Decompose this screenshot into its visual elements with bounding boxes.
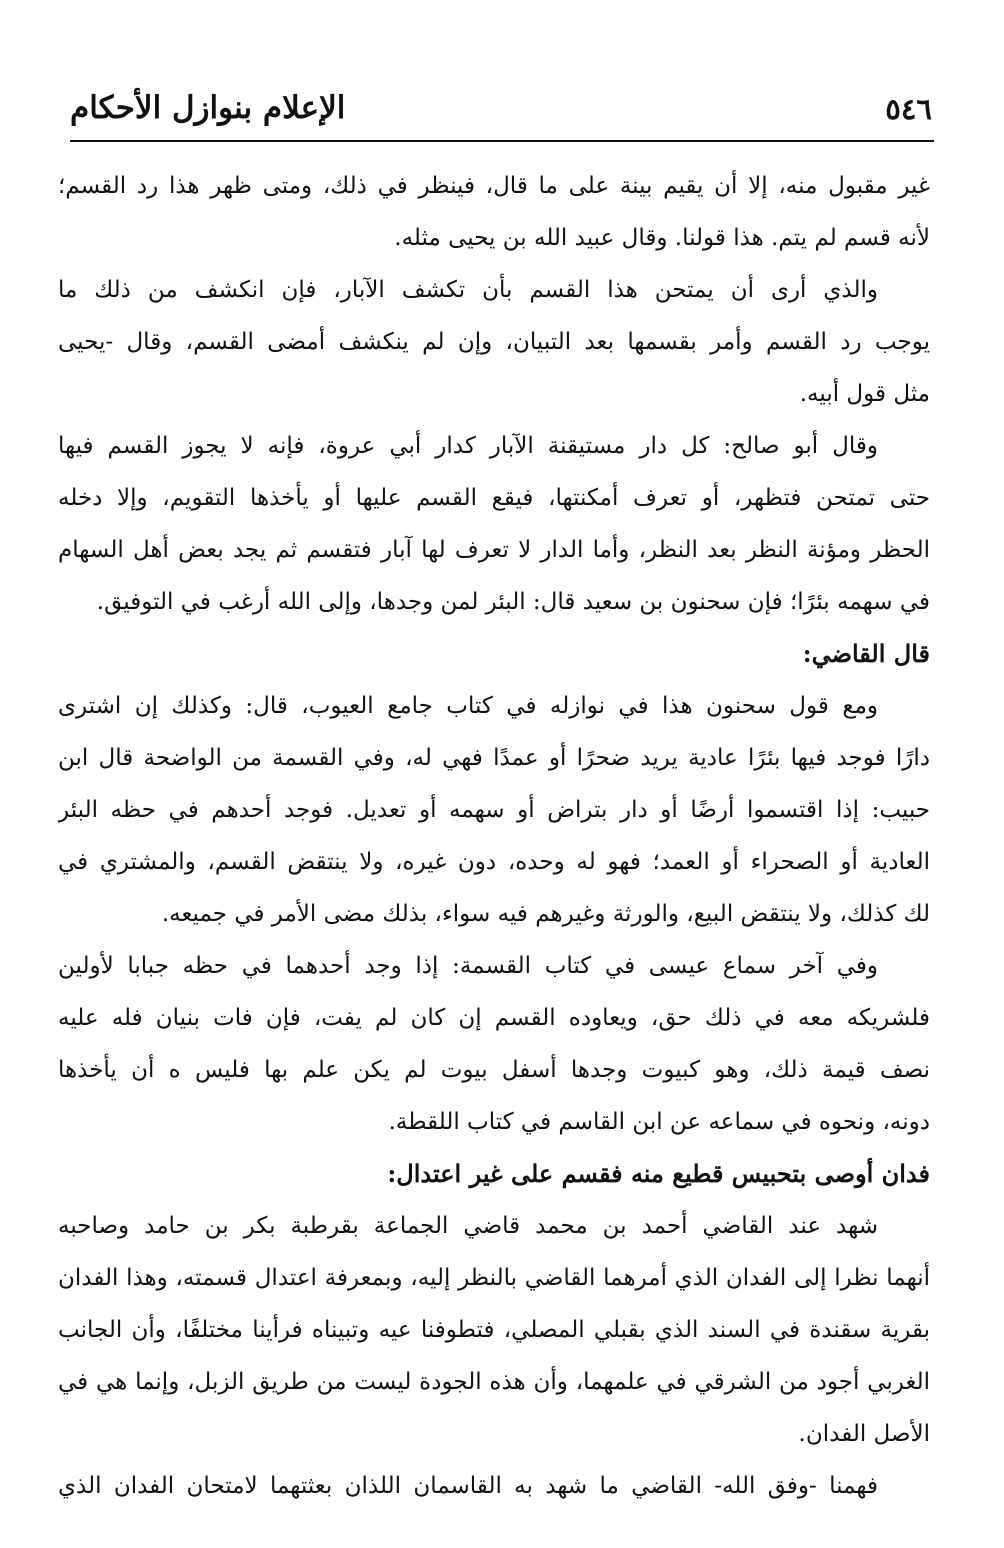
text-line: والذي أرى أن يمتحن هذا القسم بأن تكشف الآبار، فإن انكشف من ذلك ما bbox=[58, 277, 878, 303]
text-line: وقال أبو صالح: كل دار مستيقنة الآبار كدار أبي عروة، فإنه لا يجوز القسم فيها bbox=[58, 433, 878, 459]
text-line: فلشريكه معه في ذلك حق، ويعاوده القسم إن كان لم يفت، فإن فات بنيان فله عليه bbox=[58, 1005, 930, 1031]
text-line: لأنه قسم لم يتم. هذا قولنا. وقال عبيد الله بن يحيى مثله. bbox=[394, 225, 930, 251]
text-line: نصف قيمة ذلك، وهو كبيوت وجدها أسفل بيوت لم يكن علم بها فليس ه أن يأخذها bbox=[58, 1057, 930, 1083]
text-line: وفي آخر سماع عيسى في كتاب القسمة: إذا وجد أحدهما في حظه جبابا لأولين bbox=[58, 953, 878, 979]
page-body bbox=[58, 160, 930, 1512]
text-line: ومع قول سحنون هذا في نوازله في كتاب جامع العيوب، قال: وكذلك إن اشترى bbox=[58, 693, 878, 719]
text-line: الأصل الفدان. bbox=[798, 1421, 930, 1447]
running-title: الإعلام بنوازل الأحكام bbox=[70, 90, 346, 126]
text-line: حبيب: إذا اقتسموا أرضًا أو دار بتراض أو سهمه أو تعديل. فوجد أحدهم في حظه البئر bbox=[58, 797, 930, 823]
section-heading: قال القاضي: bbox=[802, 639, 930, 668]
text-line: أنهما نظرا إلى الفدان الذي أمرهما القاضي بالنظر إليه، وبمعرفة اعتدال قسمته، وهذا الفدان bbox=[58, 1265, 930, 1291]
page-number: ٥٤٦ bbox=[885, 92, 932, 126]
text-line: في سهمه بئرًا؛ فإن سحنون بن سعيد قال: البئر لمن وجدها، وإلى الله أرغب في التوفيق. bbox=[96, 589, 930, 615]
page-header bbox=[70, 86, 934, 142]
text-line: لك كذلك، ولا ينتقض البيع، والورثة وغيرهم فيه سواء، بذلك مضى الأمر في جميعه. bbox=[161, 901, 930, 927]
text-line: مثل قول أبيه. bbox=[799, 381, 930, 407]
text-line: بقرية سقندة في السند الذي بقبلي المصلي، فتطوفنا عيه وتبيناه فرأينا مختلفًا، وأن الجانب bbox=[58, 1317, 930, 1343]
text-line: شهد عند القاضي أحمد بن محمد قاضي الجماعة بقرطبة بكر بن حامد وصاحبه bbox=[58, 1213, 878, 1239]
text-line: العادية أو الصحراء أو العمد؛ فهو له وحده، دون غيره، ولا ينتقض القسم، والمشتري في bbox=[58, 849, 930, 875]
text-line: دونه، ونحوه في سماعه عن ابن القاسم في كتاب اللقطة. bbox=[388, 1109, 930, 1135]
text-line: حتى تمتحن فتظهر، أو تعرف أمكنتها، فيقع القسم عليها أو يأخذها التقويم، وإلا دخله bbox=[58, 485, 930, 511]
text-line: فهمنا -وفق الله- القاضي ما شهد به القاسمان اللذان بعثتهما لامتحان الفدان الذي bbox=[58, 1473, 878, 1499]
text-line: دارًا فوجد فيها بئرًا عادية يريد ضحرًا أو عمدًا فهي له، وفي القسمة من الواضحة قال ابن bbox=[58, 745, 930, 771]
text-line: غير مقبول منه، إلا أن يقيم بينة على ما قال، فينظر في ذلك، ومتى ظهر هذا رد القسم؛ bbox=[58, 173, 930, 199]
text-line: الغربي أجود من الشرقي في علمهما، وأن هذه الجودة ليست من طريق الزبل، وإنما هي في bbox=[58, 1369, 930, 1395]
text-line: يوجب رد القسم وأمر بقسمها بعد التبيان، وإن لم ينكشف أمضى القسم، وقال -يحيى bbox=[58, 329, 930, 355]
section-heading: فدان أوصى بتحبيس قطيع منه فقسم على غير اعتدال: bbox=[387, 1159, 930, 1188]
text-line: الحظر ومؤنة النظر بعد النظر، وأما الدار لا تعرف لها آبار فتقسم ثم يجد بعض أهل السهام bbox=[58, 537, 930, 563]
